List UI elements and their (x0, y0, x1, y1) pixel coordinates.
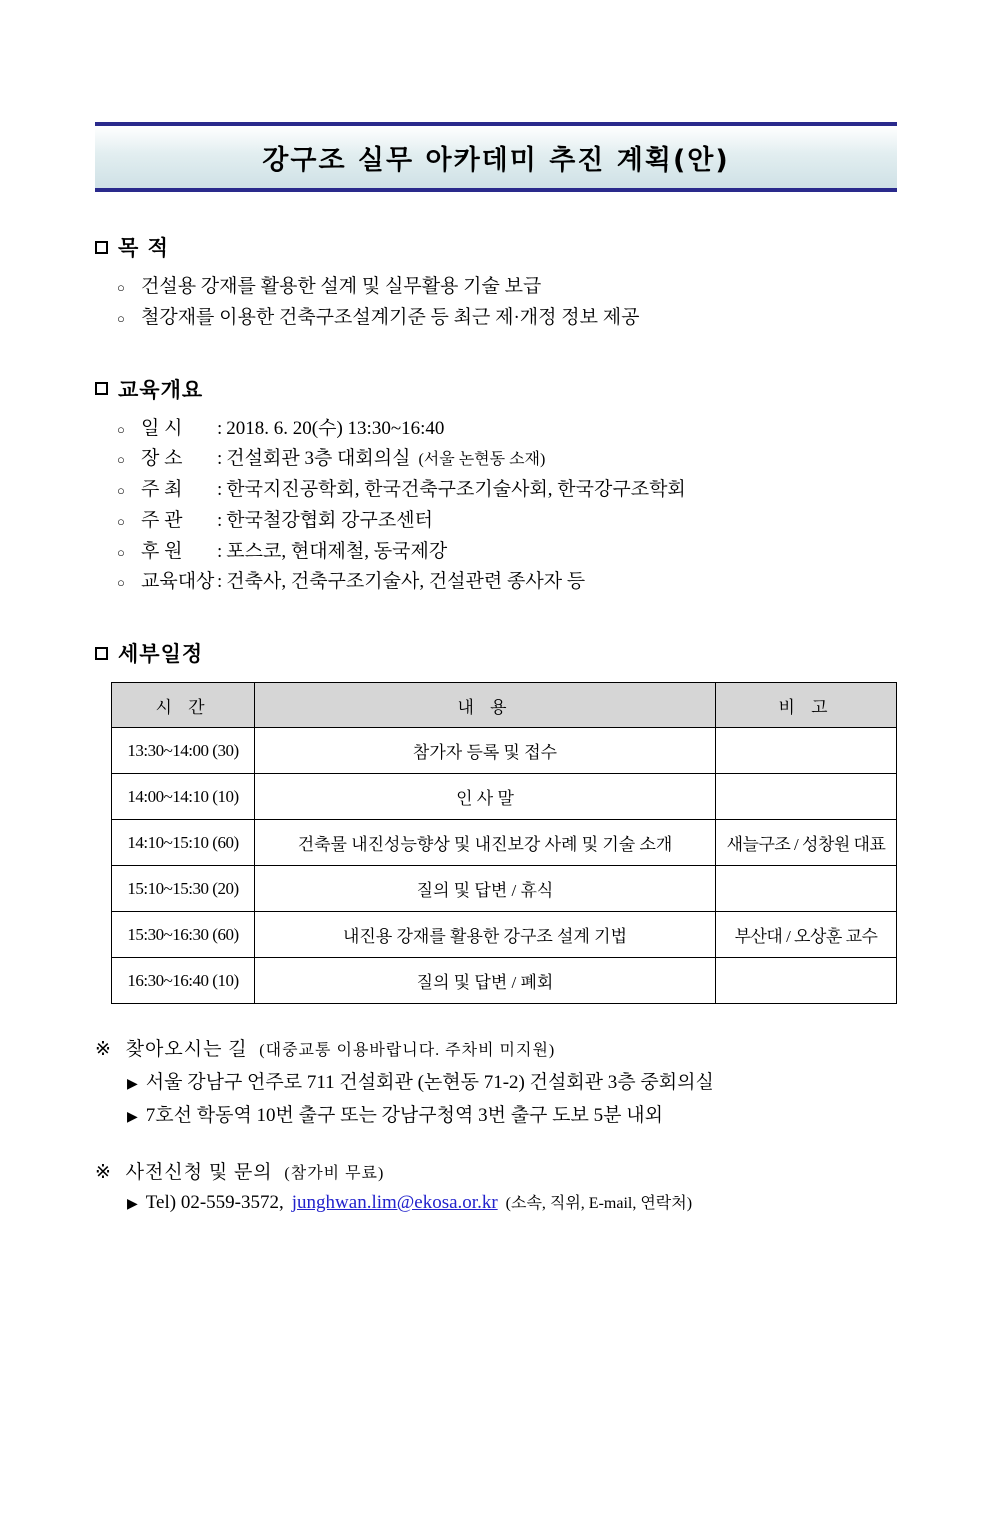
list-item (95, 1100, 897, 1127)
field-value: 포스코, 현대제철, 동국제강 (226, 540, 448, 562)
field-value: 한국철강협회 강구조센터 (226, 509, 433, 531)
square-bullet-icon (95, 647, 108, 660)
cell-content: 참가자 등록 및 접수 (255, 728, 716, 774)
field-note: (서울 논현동 소재) (418, 451, 546, 469)
cell-content: 인 사 말 (255, 774, 716, 820)
cell-content: 질의 및 답변 / 폐회 (255, 958, 716, 1004)
directions-heading-note: (대중교통 이용바랍니다. 주차비 미지원) (259, 1042, 556, 1060)
cell-time: 14:10~15:10 (60) (112, 820, 255, 866)
list-item (117, 567, 897, 598)
field-value: 2018. 6. 20(수) 13:30~16:40 (226, 417, 445, 439)
field-label: 후 원 (141, 540, 183, 562)
circle-bullet-icon: ○ (117, 280, 125, 295)
reference-mark-icon: ※ (95, 1039, 112, 1061)
cell-time: 13:30~14:00 (30) (112, 728, 255, 774)
list-item (117, 444, 897, 475)
field-separator: : (217, 479, 223, 501)
contact-heading-note: (참가비 무료) (284, 1165, 385, 1183)
column-header-time: 시 간 (112, 683, 255, 728)
section-purpose (95, 232, 897, 334)
section-purpose-list (95, 272, 897, 334)
field-value: 한국지진공학회, 한국건축구조기술사회, 한국강구조학회 (226, 479, 686, 501)
reference-mark-icon: ※ (95, 1162, 112, 1184)
cell-note (716, 728, 897, 774)
table-row (112, 820, 897, 866)
table-row (112, 866, 897, 912)
section-contact (95, 1157, 897, 1214)
square-bullet-icon (95, 382, 108, 395)
table-row (112, 728, 897, 774)
section-directions (95, 1034, 897, 1127)
cell-time: 16:30~16:40 (10) (112, 958, 255, 1004)
section-overview-heading (95, 374, 897, 404)
column-header-content: 내 용 (255, 683, 716, 728)
list-item-text: 철강재를 이용한 건축구조설계기준 등 최근 제·개정 정보 제공 (141, 306, 640, 328)
table-row (112, 912, 897, 958)
field-separator: : (217, 448, 223, 470)
circle-bullet-icon: ○ (117, 483, 125, 499)
cell-time: 15:10~15:30 (20) (112, 866, 255, 912)
list-item (117, 537, 897, 568)
section-overview-list (95, 414, 897, 599)
contact-heading (95, 1157, 897, 1184)
cell-content: 내진용 강재를 활용한 강구조 설계 기법 (255, 912, 716, 958)
cell-note (716, 958, 897, 1004)
field-separator: : (217, 540, 223, 562)
contact-email-link[interactable]: junghwan.lim@ekosa.or.kr (291, 1192, 498, 1214)
triangle-bullet-icon: ▶ (127, 1197, 138, 1213)
table-row (112, 774, 897, 820)
section-overview-heading-text: 교육개요 (118, 377, 204, 402)
cell-content: 질의 및 답변 / 휴식 (255, 866, 716, 912)
circle-bullet-icon: ○ (117, 310, 125, 326)
cell-content: 건축물 내진성능향상 및 내진보강 사례 및 기술 소개 (255, 820, 716, 866)
contact-suffix: (소속, 직위, E-mail, 연락처) (505, 1195, 693, 1213)
field-value: 건설회관 3층 대회의실 (226, 448, 411, 470)
cell-note: 새늘구조 / 성창원 대표 (716, 820, 897, 866)
section-schedule-heading (95, 638, 897, 668)
list-item (117, 303, 897, 334)
list-item (117, 272, 897, 303)
list-item (117, 475, 897, 506)
circle-bullet-icon: ○ (117, 575, 125, 591)
field-label: 교육대상 (141, 571, 215, 593)
field-separator: : (217, 417, 223, 439)
schedule-table (111, 682, 897, 1004)
table-header-row (112, 683, 897, 728)
section-schedule-heading-text: 세부일정 (118, 642, 204, 667)
circle-bullet-icon: ○ (117, 421, 125, 437)
section-overview (95, 374, 897, 599)
document-page (0, 122, 992, 1525)
square-bullet-icon (95, 241, 108, 254)
cell-note (716, 774, 897, 820)
list-item-text: 서울 강남구 언주로 711 건설회관 (논현동 71-2) 건설회관 3층 중회의실 (145, 1072, 714, 1094)
list-item (95, 1067, 897, 1094)
triangle-bullet-icon: ▶ (127, 1077, 138, 1093)
column-header-note: 비 고 (716, 683, 897, 728)
directions-heading (95, 1034, 897, 1061)
cell-note (716, 866, 897, 912)
contact-phone: Tel) 02-559-3572, (145, 1192, 284, 1214)
circle-bullet-icon: ○ (117, 544, 125, 560)
cell-time: 14:00~14:10 (10) (112, 774, 255, 820)
field-value: 건축사, 건축구조기술사, 건설관련 종사자 등 (226, 571, 586, 593)
list-item-text: 7호선 학동역 10번 출구 또는 강남구청역 3번 출구 도보 5분 내외 (145, 1105, 663, 1127)
field-label: 일 시 (141, 417, 183, 439)
field-label: 장 소 (141, 448, 183, 470)
section-schedule (95, 638, 897, 1004)
list-item (117, 414, 897, 445)
directions-heading-text: 찾아오시는 길 (125, 1039, 248, 1061)
list-item-text: 건설용 강재를 활용한 설계 및 실무활용 기술 보급 (141, 276, 542, 297)
section-purpose-heading-text: 목 적 (118, 236, 169, 260)
page-title: 강구조 실무 아카데미 추진 계획(안) (262, 144, 730, 176)
field-separator: : (217, 571, 223, 593)
table-row (112, 958, 897, 1004)
cell-time: 15:30~16:30 (60) (112, 912, 255, 958)
field-label: 주 최 (141, 479, 183, 501)
list-item (117, 506, 897, 537)
field-label: 주 관 (141, 509, 183, 531)
field-separator: : (217, 509, 223, 531)
document-body (95, 232, 897, 1214)
section-purpose-heading (95, 232, 897, 262)
contact-line (95, 1190, 897, 1214)
contact-heading-text: 사전신청 및 문의 (125, 1162, 273, 1184)
document-title-banner (95, 122, 897, 192)
circle-bullet-icon: ○ (117, 513, 125, 529)
circle-bullet-icon: ○ (117, 452, 125, 468)
cell-note: 부산대 / 오상훈 교수 (716, 912, 897, 958)
triangle-bullet-icon: ▶ (127, 1110, 138, 1126)
